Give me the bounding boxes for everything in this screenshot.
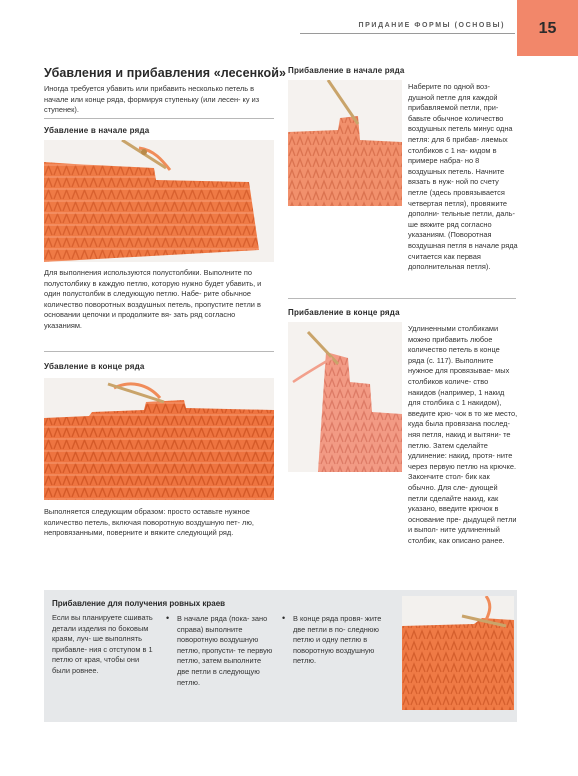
header-rule (300, 33, 515, 34)
page-title: Убавления и прибавления «лесенкой» (44, 66, 287, 80)
photo-decrease-end (44, 378, 274, 500)
tip-column-3: В конце ряда провя- жите две петли в по- следнюю петлю и одну петлю в поворотную воздушную петлю. (293, 614, 382, 666)
bullet: • (282, 613, 286, 623)
tip-column-1: Если вы планируете сшивать детали изделия по боковым краям, луч- ше выполнять прибавле- ния с отступом в 1 петлю от края, чтобы они были ровнее. (52, 613, 153, 675)
dec-start-text: Для выполнения используются полустолбики. Выполните по полустолбику в каждую петлю, которую нужно будет убавить, и один полустолбик в следующую петлю. Набе- рите обычное количество поворотных воздушных петель, пропустите петли в основании цепочки и продолжите вя- зать ряд согласно указаниям. (44, 268, 262, 330)
dec-start-heading: Убавление в начале ряда (44, 126, 150, 135)
photo-even-edges (402, 596, 514, 710)
inc-start-text: Наберите по одной воз- душной петле для каждой прибавляемой петли, при- бавьте обычное количество воздушных петель минус одна петля: для 6 прибав- ляемых столбиков с 1 на- кидом в примере набра- но 8 воздушных петель. Начните вязать в нуж- ной по счету петле (здесь провязывается четвертая петля), провяжите дополни- тельные петли, даль- ше вяжите ряд согласно указаниям. (Поворотная воздушная петля в начале ряда считается как первая дополнительная петля). (408, 82, 518, 272)
photo-increase-start (288, 80, 402, 206)
bullet: • (166, 613, 170, 623)
photo-increase-end (288, 322, 402, 472)
intro-paragraph: Иногда требуется убавить или прибавить несколько петель в начале или конце ряда, формируя ступеньку (или лесен- ку из ступенек). (44, 84, 260, 115)
inc-end-heading: Прибавление в конце ряда (288, 308, 400, 317)
tip-box-title: Прибавление для получения ровных краев (52, 599, 226, 608)
divider (44, 118, 274, 119)
inc-end-text: Удлиненными столбиками можно прибавить любое количество петель в конце ряда (с. 117). Выполните нужное для провязывае- мых столбиков количе- ство накидов (например, 1 накид для столбика с 1 накидом), введите крю- чок в то же место, куда была провязана послед- няя петля, накид и вытяни- те петлю. Затем сделайте удлинение: накид, протя- ните через первую петлю на крючке. Закончите стол- бик как обычно. Для сле- дующей петли сделайте накид, как указано, введите крючок в основание пре- дыдущей петли и выпол- ните удлиненный столбик, как описано ранее. (408, 324, 518, 545)
section-header-label: ПРИДАНИЕ ФОРМЫ (ОСНОВЫ) (358, 22, 505, 29)
photo-decrease-start (44, 140, 274, 262)
divider (288, 298, 516, 299)
divider (44, 351, 274, 352)
tip-column-2: В начале ряда (пока- зано справа) выполните поворотную воздушную петлю, пропусти- те первую петлю, затем выполните две петли в следующую петлю. (177, 614, 273, 687)
dec-end-text: Выполняется следующим образом: просто оставьте нужное количество петель, включая поворотную воздушную пет- лю, непровязанными, поверните и вяжите следующий ряд. (44, 507, 254, 538)
inc-start-heading: Прибавление в начале ряда (288, 66, 405, 75)
page-number: 15 (538, 20, 557, 37)
dec-end-heading: Убавление в конце ряда (44, 362, 145, 371)
